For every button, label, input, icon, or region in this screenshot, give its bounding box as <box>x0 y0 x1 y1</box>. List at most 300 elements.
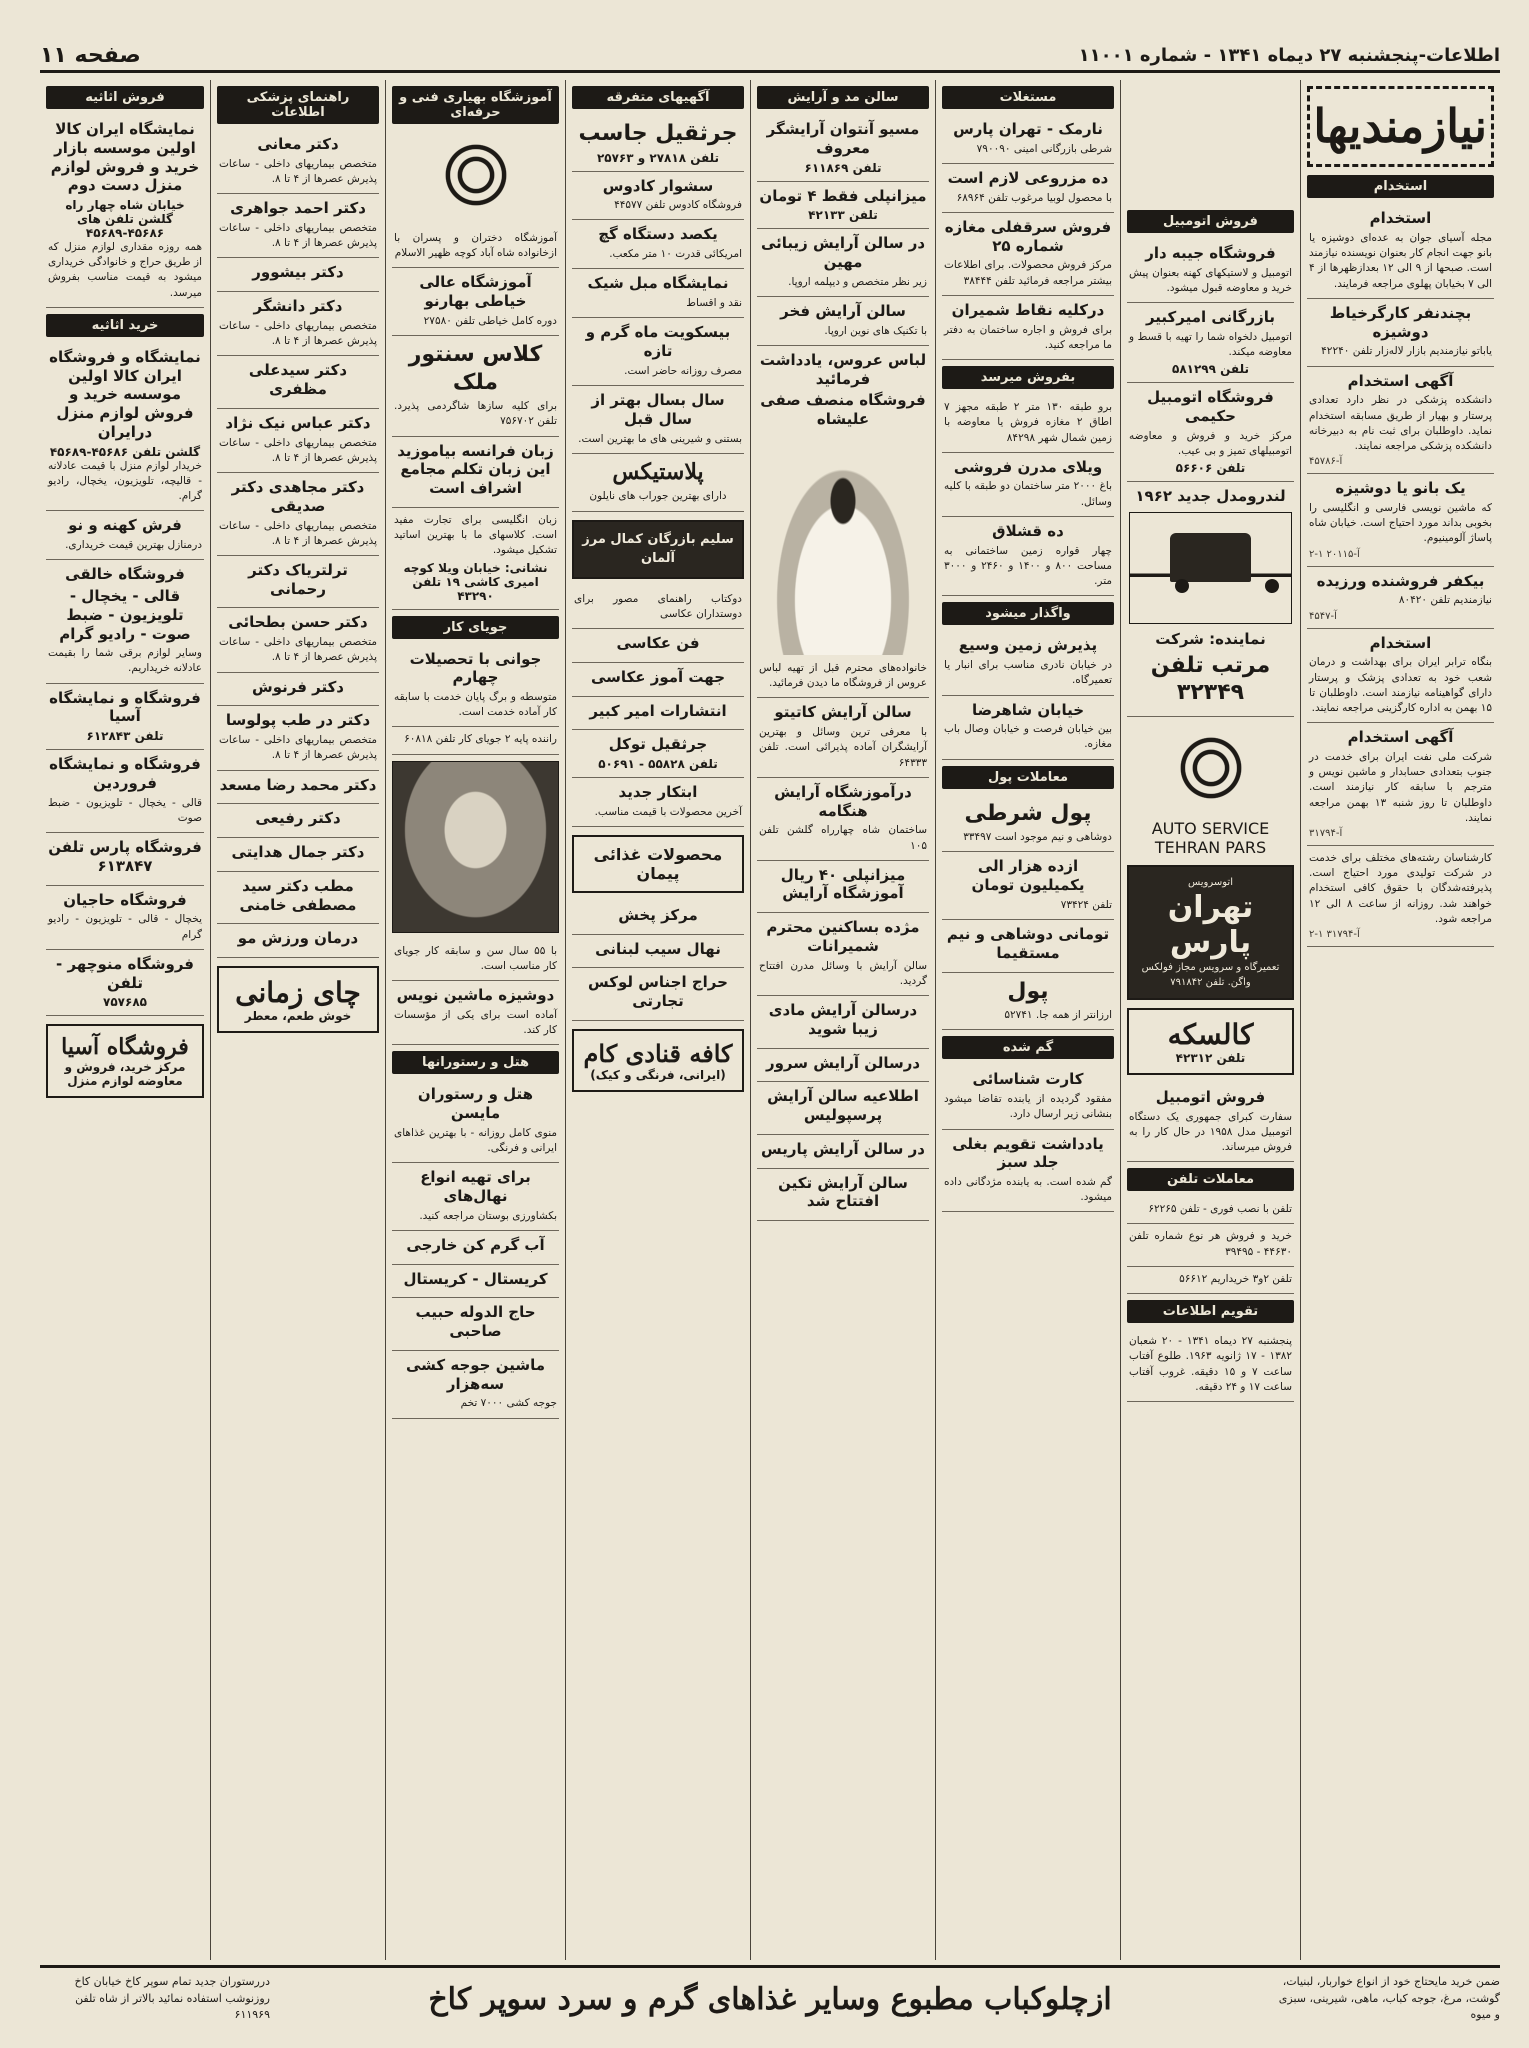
ad-hotel-2 <box>392 1163 559 1231</box>
ad-misc-3 <box>572 220 744 269</box>
ad-text: متخصص بیماریهای داخلی - ساعات پذیرش عصرها از ۴ تا ۸. <box>219 157 377 185</box>
box-text: (ایرانی، فرنگی و کیک) <box>590 1067 726 1082</box>
ad-title: کلاس سنتور ملک <box>408 342 543 395</box>
ad-phone: گلشن تلفن ۴۵۶۸۶-۴۵۶۸۹ <box>49 444 201 459</box>
box-title: تهران پارس <box>1167 889 1254 960</box>
ad-phone: تلفن ۵۵۸۲۸ - ۵۰۶۹۱ <box>598 757 718 771</box>
ad-text: باغ ۲۰۰۰ متر ساختمان دو طبقه با کلیه وسائل. <box>944 480 1113 508</box>
masthead-date: اطلاعات-پنجشنبه ۲۷ دیماه ۱۳۴۱ - شماره ۱۱۰۰۱ <box>1078 44 1500 66</box>
doctor-6 <box>217 409 379 473</box>
ad-title: یکصد دستگاه گچ <box>598 225 718 244</box>
ad-title: ده مزروعی لازم است <box>947 168 1109 187</box>
doctor-name: درمان ورزش مو <box>237 929 359 948</box>
section-realestate: مستغلات <box>942 86 1114 109</box>
ad-title: اطلاعیه سالن آرایش پرسپولیس <box>767 1087 919 1125</box>
box-title: فروشگاه آسیا <box>61 1034 189 1061</box>
ad-furn-5 <box>46 684 204 751</box>
ad-title: پلاستیکس <box>612 458 704 485</box>
column-1 <box>1300 80 1500 1960</box>
ad-title: فروشگاه و نمایشگاه آسیا <box>49 688 201 726</box>
ad-re-1 <box>942 115 1114 164</box>
ad-text: کارشناسان رشته‌های مختلف برای خدمت در شرکت تولیدی مورد احتیاج است. پذیرفته‌شدگان با حقوق کافی استخدام خواهند شد. روزانه از ساعت ۸ الی ۱۲ مراجعه شود. <box>1309 852 1492 925</box>
ad-hire-6 <box>1307 629 1494 724</box>
ad-hotel-6 <box>392 1351 559 1419</box>
doctor-name: دکتر در طب پولوسا <box>225 711 371 730</box>
ad-re-3 <box>942 213 1114 296</box>
box-title: کافه قنادی کام <box>583 1038 733 1068</box>
ad-text: وسایر لوازم برقی شما را بقیمت عادلانه خریداریم. <box>48 647 202 675</box>
ad-title: آموزشگاه عالی خیاطی بهارنو <box>419 273 532 311</box>
ad-rep: نماینده: شرکت <box>1155 630 1266 649</box>
ad-title: در سالن آرایش پاریس <box>760 1139 925 1158</box>
ad-text: متخصص بیماریهای داخلی - ساعات پذیرش عصرها از ۴ تا ۸. <box>219 519 377 547</box>
ad-title: انتشارات امیر کبیر <box>589 701 727 720</box>
ad-rep-phone: مرتب تلفن ۳۲۳۴۹ <box>1150 652 1271 706</box>
ad-text: مرکز فروش محصولات. برای اطلاعات بیشتر مراجعه فرمائید تلفن ۳۸۴۴۴ <box>944 259 1112 287</box>
ad-text: تلفن ۷۳۴۲۴ <box>1060 898 1112 911</box>
ad-title: آب گرم کن خارجی <box>406 1235 545 1254</box>
ad-title: سشوار کادوس <box>602 176 714 195</box>
ad-misc-7 <box>572 587 744 629</box>
ad-salon-13 <box>757 1135 929 1169</box>
ad-furn-8 <box>46 886 204 950</box>
ad-text: بکشاورزی بوستان مراجعه کنید. <box>419 1209 557 1222</box>
page-number: صفحه ۱۱ <box>40 42 141 68</box>
doctor-name: مطب دکتر سید مصطفی خامنی <box>239 876 357 914</box>
ad-title: زبان فرانسه بیاموزید این زبان تکلم مجامع اشراف است <box>397 441 554 498</box>
ad-land-rover <box>1127 482 1294 717</box>
ad-furn-3 <box>46 511 204 560</box>
doctor-1 <box>217 130 379 194</box>
footer-ad <box>40 1965 1500 2030</box>
ad-misc-2 <box>572 172 744 221</box>
ad-hire-7 <box>1307 723 1494 846</box>
ad-text: ساختمان شاه چهارراه گلشن تلفن ۱۰۵ <box>759 824 927 852</box>
doctor-13 <box>217 804 379 838</box>
ad-title: مرکز پخش <box>618 905 698 924</box>
ad-furn-7 <box>46 833 204 886</box>
ad-salon-10 <box>757 996 929 1049</box>
footer-left-text: دررستوران جدید تمام سوپر کاخ خیابان کاخ روزنوشب استفاده نمائید بالاتر از شاه تلفن ۶۱۱۹۶۹ <box>74 1975 270 2022</box>
ad-text: یاباتو نیازمندیم بازار لاله‌زار تلفن ۴۲۲۴۰ <box>1321 345 1492 358</box>
footer-right-text: ضمن خرید مایحتاج خود از انواع خواربار، لبنیات، گوشت، مرغ، جوجه کباب، ماهی، شیرینی، سبزی و میوه <box>1278 1975 1500 2022</box>
doctor-name: دکتر محمد رضا مسعد <box>219 775 377 794</box>
ad-re-10 <box>942 795 1114 853</box>
doctor-11 <box>217 706 379 770</box>
ad-zamani-tea <box>217 966 379 1033</box>
ad-title: فروشگاه منوچهر - تلفن <box>56 954 194 992</box>
doctor-name: دکتر عباس نیک نژاد <box>225 413 371 432</box>
ad-car-2 <box>1127 303 1294 383</box>
doctor-name: دکتر معانی <box>257 135 339 153</box>
ad-text: دوشاهی و نیم موجود است ۳۳۴۹۷ <box>963 831 1112 844</box>
ad-text: شرطی بازرگانی امینی ۷۹۰۰۹۰ <box>976 142 1112 155</box>
ad-re-11 <box>942 852 1114 920</box>
columns <box>40 80 1500 1960</box>
ad-title: فروش اتومبیل <box>1155 1087 1266 1106</box>
doctor-5 <box>217 356 379 409</box>
ad-title: آگهی استخدام <box>1347 728 1454 747</box>
ad-school-4 <box>392 437 559 508</box>
ad-misc-4 <box>572 269 744 318</box>
ad-title: نمایشگاه مبل شیک <box>587 274 729 293</box>
ad-title: لندرومدل جدید ۱۹۶۲ <box>1135 487 1286 506</box>
ad-code: آ-۳۱۷۹۴ <box>1309 828 1343 839</box>
ad-title: فرش کهنه و نو <box>68 516 182 535</box>
ad-title: ابتکار جدید <box>618 783 698 801</box>
ad-asia-box <box>46 1024 204 1098</box>
ad-phone-1 <box>1127 1197 1294 1224</box>
ad-title: تومانی دوشاهی و نیم مستقیما <box>946 925 1110 962</box>
ad-title: ازده هزار الی یکمیلیون تومان <box>971 857 1085 895</box>
ad-title: بیسکویت ماه گرم و تازه <box>585 323 731 361</box>
ad-plastics <box>572 454 744 512</box>
ad-school-5 <box>392 508 559 610</box>
ad-phone: تلفن ۵۸۱۲۹۹ <box>1172 362 1249 377</box>
ad-text: یخچال - قالی - تلویزیون - رادیو گرام <box>48 913 202 941</box>
section-money: معاملات پول <box>942 766 1114 789</box>
ad-car-3 <box>1127 383 1294 482</box>
ad-title: مسیو آنتوان آرایشگر معروف <box>766 120 920 157</box>
ad-title: ماشین جوجه کشی سه‌هزار <box>405 1355 546 1393</box>
ad-title: سالن آرایش تکین افتتاح شد <box>778 1173 908 1211</box>
doctor-2 <box>217 194 379 258</box>
ad-misc-13 <box>572 901 744 935</box>
ad-phone: تلفن ۵۶۶۰۶ <box>1175 461 1246 476</box>
ad-peyman <box>572 835 744 893</box>
ad-items: قالی - یخچال - تلویزیون - ضبط صوت - رادیو گرام <box>59 587 191 643</box>
ad-text: آماده است برای یکی از مؤسسات کار کند. <box>394 1008 557 1037</box>
ad-misc-1 <box>572 115 744 172</box>
ad-text: سفارت کبرای جمهوری یک دستگاه اتومبیل مدل ۱۹۵۸ در حال کار را به فروش میرساند. <box>1129 1110 1292 1153</box>
ad-title: درسالن آرایش مادی زیبا شوید <box>768 1001 918 1038</box>
ad-salon-6 <box>757 698 929 777</box>
ad-phone: تلفن ۲۷۸۱۸ و ۲۵۷۶۳ <box>596 150 720 165</box>
ad-title: فروشگاه جیبه دار <box>1145 244 1276 262</box>
ad-text: با ۵۵ سال سن و سابقه کار جویای کار مناسب است. <box>394 944 557 972</box>
section-beauty: سالن مد و آرایش <box>757 86 929 109</box>
ad-hire-4 <box>1307 474 1494 566</box>
ad-title: ده قشلاق <box>992 521 1064 540</box>
box-label: اتوسرویس <box>1188 876 1233 888</box>
section-hotels: هتل و رستورانها <box>392 1051 559 1074</box>
ad-phone: خیابان شاه چهار راه گلشن تلفن های ۴۵۶۸۶-۴۵۶۸۹ <box>65 198 185 240</box>
ad-text: خرید و فروش هر نوع شماره تلفن ۴۴۶۳۰ - ۳۹۴۹۵ <box>1129 1230 1292 1258</box>
ad-re-12 <box>942 920 1114 973</box>
section-for-sale: بفروش میرسد <box>942 366 1114 389</box>
column-2 <box>1120 80 1300 1960</box>
ad-re-13 <box>942 973 1114 1031</box>
ad-text: خریدار لوازم منزل با قیمت عادلانه - قالیچه، تلویزیون، یخچال، رادیو گرام. <box>48 459 202 503</box>
ad-title: جهت آموز عکاسی <box>590 667 726 686</box>
column-7 <box>210 80 385 1960</box>
ad-title: فروشگاه پارس تلفن ۶۱۳۸۴۷ <box>48 838 202 875</box>
ad-title: بازرگانی امیرکبیر <box>1145 308 1276 327</box>
ad-text: آموزشگاه دختران و پسران با ازخانواده شاه آباد کوچه ظهیر الاسلام <box>394 232 557 260</box>
doctor-16 <box>217 924 379 958</box>
ad-title: درسالن آرایش سرور <box>765 1053 921 1072</box>
ad-title: سالن آرایش کاتیتو <box>774 703 912 722</box>
doctor-7 <box>217 473 379 556</box>
ad-title: فروشگاه اتومبیل حکیمی <box>1147 388 1274 426</box>
ad-misc-9 <box>572 663 744 697</box>
ad-re-6 <box>942 453 1114 517</box>
ad-furn-9 <box>46 950 204 1017</box>
ad-text: پنجشنبه ۲۷ دیماه ۱۳۴۱ - ۲۰ شعبان ۱۳۸۲ - ۱۷ ژانویه ۱۹۶۳. طلوع آفتاب ساعت ۷ و ۱۵ دقیقه. غروب آفتاب ساعت ۱۷ و ۲۴ دقیقه. <box>1129 1335 1293 1393</box>
ad-text: دوکتاب راهنمای مصور برای دوستداران عکاسی <box>574 592 742 620</box>
ad-school-2 <box>392 268 559 336</box>
ad-title: نارمک - تهران پارس <box>953 120 1103 138</box>
ad-text: خانواده‌های محترم قبل از تهیه لباس عروس از فروشگاه ما دیدن فرمائید. <box>759 661 927 690</box>
ad-tehran-pars <box>1127 865 1294 1000</box>
section-phone-deals: معاملات تلفن <box>1127 1168 1294 1191</box>
ad-phone-3 <box>1127 1267 1294 1294</box>
ad-title: خیابان شاهرضا <box>971 700 1085 719</box>
ad-text: گم شده است. به یابنده مژدگانی داده میشود. <box>944 1176 1112 1204</box>
bride-photo <box>759 435 927 655</box>
ad-text: بنگاه ترابر ایران برای بهداشت و درمان شعب خود به تعدادی پزشک و پرستار دارای گواهینامه نیازمند است. داوطلبان تا ۱۵ بهمن به اداره کارگزینی مراجعه نمایند. <box>1309 656 1492 714</box>
ad-text: همه روزه مقداری لوازم منزل که از طریق حراج و خانوادگی خریداری میشود به قیمت مناسب بفروش میرسد. <box>48 241 202 299</box>
ad-phone: تلفن ۶۱۲۸۴۳ <box>86 729 164 744</box>
ad-salon-9 <box>757 913 929 996</box>
calendar-text <box>1127 1329 1294 1402</box>
ad-title: پول شرطی <box>964 800 1092 826</box>
masthead <box>40 40 1500 73</box>
ad-text: شرکت ملی نفت ایران برای خدمت در جنوب بتعدادی حسابدار و ماشین نویس و مترجم با سابقه کار نیازمند است. داوطلبان تا روز شنبه ۱۳ بهمن مراجعه نمایند. <box>1309 750 1492 824</box>
ad-phone: نشانی: خیابان ویلا کوچه امیری کاشی ۱۹ تلفن ۴۳۲۹۰ <box>403 560 548 603</box>
box-text: خوش طعم، معطر <box>244 1009 352 1024</box>
ad-text: چهار قواره زمین ساختمانی به مساحت ۸۰۰ و ۱۴۰۰ و ۲۴۶۰ و ۳۰۰۰ متر. <box>944 544 1112 588</box>
ad-furn-6 <box>46 750 204 833</box>
box-title: چای زمانی <box>235 976 361 1010</box>
ad-salon-7 <box>757 778 929 861</box>
column-3 <box>935 80 1120 1960</box>
ad-text: نیازمندیم تلفن ۸۰۴۲۰ <box>1398 594 1492 607</box>
ad-text: متوسطه و برگ پایان خدمت با سابقه کار آماده خدمت است. <box>394 691 557 719</box>
ad-text: سالن آرایش با وسائل مدرن افتتاح گردید. <box>759 959 927 987</box>
ad-title: جرثقیل توکل <box>608 735 708 754</box>
doctor-name: دکتر دانشگر <box>253 297 343 316</box>
ad-re-5 <box>942 395 1114 453</box>
doctor-name: دکتر حسن بطحائی <box>228 613 368 632</box>
section-furniture-buy: خرید اثاثیه <box>46 314 204 337</box>
ad-title: استخدام <box>1369 209 1432 228</box>
ad-title: حراج اجناس لوکس تجارتی <box>588 973 728 1011</box>
ad-re-15 <box>942 1130 1114 1213</box>
box-title: کالسکه <box>1167 1017 1254 1051</box>
ad-car-1 <box>1127 239 1294 303</box>
ad-salon-4 <box>757 297 929 346</box>
ad-text: بستنی و شیرینی های ما بهترین است. <box>578 432 742 445</box>
portrait-photo <box>392 761 559 933</box>
ad-misc-14 <box>572 935 744 969</box>
ad-title: درآموزشگاه آرایش هنگامه <box>774 782 912 820</box>
ad-code: ۲-۱ آ-۲۰۱۱۵ <box>1309 548 1360 560</box>
ad-title: فروشگاه حاجیان <box>63 890 187 909</box>
ad-salon-2 <box>757 182 929 230</box>
ad-code: آ-۴۵۷۸۶ <box>1309 456 1343 468</box>
ad-title: پول <box>1007 978 1049 1004</box>
ad-title: بچندنفر کارگرخیاط دوشیزه <box>1329 303 1472 341</box>
ad-phone-2 <box>1127 1224 1294 1266</box>
doctor-8 <box>217 556 379 609</box>
ad-text: برو طبقه ۱۳۰ متر ۲ طبقه مجهز ۷ اطاق ۲ مغازه فروش یا معاوضه با زمین شمال شهر ۸۴۲۹۸ <box>944 401 1112 444</box>
ad-text: تلفن ۲و۳ خریداریم ۵۶۶۱۲ <box>1179 1272 1292 1285</box>
section-schools: آموزشگاه بهیاری فنی و حرفه‌ای <box>392 86 559 124</box>
ad-text: با محصول لوبیا مرغوب تلفن ۶۸۹۶۴ <box>956 191 1112 204</box>
ad-title: میزانپلی فقط ۴ تومان <box>759 186 927 205</box>
ad-school-3 <box>392 336 559 436</box>
doctor-name: دکتر بیشوور <box>252 263 344 282</box>
ad-text: ارزانتر از همه جا. ۵۲۷۴۱ <box>1004 1009 1112 1022</box>
ad-text: برای فروش و اجاره ساختمان به دفتر ما مراجعه کنید. <box>944 323 1112 351</box>
ad-text: مصرف روزانه حاضر است. <box>624 364 742 377</box>
ad-text: آخرین محصولات با قیمت مناسب. <box>594 805 742 818</box>
ad-title: نهال سیب لبنانی <box>595 939 721 958</box>
ad-text: اتومبیل دلخواه شما را تهیه با قسط و معاوضه میکند. <box>1129 330 1292 359</box>
ad-bridal <box>757 346 929 698</box>
ad-subtitle: فروشگاه منصف صفی علیشاه <box>760 391 926 429</box>
ad-text: متخصص بیماریهای داخلی - ساعات پذیرش عصرها از ۴ تا ۸. <box>219 221 377 250</box>
ad-kam-cafe <box>572 1029 744 1092</box>
footer-main-text: ازچلوکباب مطبوع وسایر غذاهای گرم و سرد سوپر کاخ <box>428 1981 1112 2017</box>
box-text: مرکز خرید، فروش و معاوضه لوازم منزل <box>64 1060 186 1089</box>
ad-re-7 <box>942 517 1114 596</box>
ad-title: پذیرش زمین وسیع <box>958 636 1098 655</box>
ad-text: در خیابان نادری مناسب برای انبار یا تعمیرگاه. <box>944 659 1112 687</box>
ad-hire-3 <box>1307 367 1494 475</box>
ad-title: درکلیه نقاط شمیران <box>951 300 1105 319</box>
ad-title: سال بسال بهتر از سال قبل <box>591 391 725 428</box>
ad-text: متخصص بیماریهای داخلی - ساعات پذیرش عصرها از ۴ تا ۸. <box>219 436 377 464</box>
doctor-name: دکتر سیدعلی مظفری <box>248 361 348 399</box>
ad-code: ۲-۱ آ-۳۱۷۹۴ <box>1309 929 1360 941</box>
ad-text: متخصص بیماریهای داخلی - ساعات پذیرش عصرها از ۴ تا ۸. <box>219 636 377 664</box>
ad-text: دوره کامل خیاطی تلفن ۲۷۵۸۰ <box>423 314 557 327</box>
ad-hire-5 <box>1307 567 1494 629</box>
box-text: تعمیرگاه و سرویس مجاز فولکس واگن. تلفن ۷۹۱۸۴۲ <box>1141 961 1280 988</box>
ad-re-14 <box>942 1065 1114 1129</box>
section-hire: استخدام <box>1307 175 1494 198</box>
ad-title: برای تهیه انواع نهال‌های <box>420 1168 531 1205</box>
ad-phone: ۷۵۷۶۸۵ <box>103 995 147 1010</box>
school-emblem <box>416 130 536 220</box>
ad-furn-4 <box>46 560 204 683</box>
ad-car-5 <box>1127 1083 1294 1162</box>
column-8 <box>40 80 210 1960</box>
ad-text: راننده پایه ۲ جویای کار تلفن ۶۰۸۱۸ <box>404 733 557 746</box>
ad-text: مجله آسیای جوان به عده‌ای دوشیزه یا بانو جهت انجام کار بعنوان نویسنده نیازمند است. صبحها از ۹ الی ۱۲ بعدازظهرها از ۴ الی ۷ بخیابان پهلوی مراجعه فرمایند. <box>1309 231 1493 290</box>
doctor-14 <box>217 838 379 872</box>
section-misc: آگهیهای متفرقه <box>572 86 744 109</box>
ad-title: کریستال - کریستال <box>403 1269 548 1288</box>
ad-hotel-5 <box>392 1298 559 1351</box>
ad-text: با تکنیک های نوین اروپا. <box>824 324 927 337</box>
ad-text: زبان انگلیسی برای تجارت مفید است. کلاسهای ما با بهترین اساتید تشکیل میشود. <box>394 513 557 557</box>
ad-text: درمنازل بهترین قیمت خریداری. <box>65 539 202 552</box>
section-cars: فروش اتومبیل <box>1127 210 1294 233</box>
ad-text: تلفن با نصب فوری - تلفن ۶۲۲۶۵ <box>1148 1203 1292 1216</box>
ad-salon-1 <box>757 115 929 182</box>
ad-re-2 <box>942 164 1114 213</box>
ad-text: مرکز خرید و فروش و معاوضه اتومبیلهای تمیز و بی عیب. <box>1129 429 1292 458</box>
ad-text: امریکائی قدرت ۱۰ متر مکعب. <box>609 248 742 261</box>
ad-title: ویلای مدرن فروشی <box>953 457 1103 476</box>
ad-text: قالی - یخچال - تلویزیون - ضبط صوت <box>48 796 202 824</box>
section-calendar: تقویم اطلاعات <box>1127 1300 1294 1323</box>
ad-job-3 <box>392 939 559 981</box>
ad-title: استخدام <box>1369 633 1432 652</box>
ad-salon-8 <box>757 861 929 914</box>
ad-job-1 <box>392 645 559 728</box>
box-phone: تلفن ۴۲۳۱۲ <box>1175 1050 1246 1065</box>
ad-misc-15 <box>572 968 744 1021</box>
ad-misc-6 <box>572 386 744 454</box>
doctor-9 <box>217 608 379 672</box>
column-5 <box>565 80 750 1960</box>
ad-title: هتل و رستوران مایسن <box>417 1085 534 1123</box>
newspaper-page <box>40 40 1500 2030</box>
ad-title: دوشیزه ماشین نویس <box>396 986 555 1005</box>
ad-title: میزانپلی ۴۰ ریال آموزشگاه آرایش <box>780 865 906 903</box>
ad-text: زیر نظر متخصص و دیپلمه اروپا. <box>788 275 927 288</box>
doctor-3 <box>217 258 379 292</box>
ad-title: فروشگاه و نمایشگاه فروردین <box>49 755 201 792</box>
ad-re-8 <box>942 631 1114 695</box>
doctor-15 <box>217 872 379 925</box>
ad-misc-8 <box>572 629 744 663</box>
ad-title: نمایشگاه و فروشگاه ایران کالا اولین موسسه خرید و فروش لوازم منزل درایران <box>49 347 201 441</box>
ad-title: آگهی استخدام <box>1347 371 1454 390</box>
ad-hire-8 <box>1307 846 1494 947</box>
ad-title: جوانی با تحصیلات چهارم <box>409 649 542 687</box>
ad-re-4 <box>942 296 1114 360</box>
doctor-name: دکتر جمال هدایتی <box>231 843 365 862</box>
section-job-seekers: جویای کار <box>392 616 559 639</box>
ad-title: نمایشگاه ایران کالا اولین موسسه بازار خرید و فروش لوازم منزل دست دوم <box>50 120 200 195</box>
section-doctors: راهنمای پزشکی اطلاعات <box>217 86 379 124</box>
ad-title: لباس عروس، یادداشت فرمائید <box>759 350 927 388</box>
ad-title: در سالن آرایش زیبائی مهین <box>760 234 926 271</box>
ad-title: فروش سرقفلی مغازه شماره ۲۵ <box>944 217 1112 255</box>
ad-code: آ-۴۵۴۷ <box>1309 610 1337 622</box>
ad-salon-3 <box>757 229 929 297</box>
ad-market-box <box>572 520 744 579</box>
ad-salon-12 <box>757 1082 929 1135</box>
ad-text: دارای بهترین جوراب های نایلون <box>589 490 727 503</box>
ad-misc-10 <box>572 697 744 731</box>
doctor-name: ترلتریاک دکتر رحمانی <box>248 560 348 598</box>
ad-kaleske <box>1127 1008 1294 1075</box>
ad-salon-14 <box>757 1169 929 1222</box>
ad-text: متخصص بیماریهای داخلی - ساعات پذیرش عصرها از ۴ تا ۸. <box>219 734 377 762</box>
ad-phone: تلفن ۶۱۱۸۶۹ <box>804 160 882 175</box>
doctor-name: دکتر رفیعی <box>255 809 341 828</box>
doctor-10 <box>217 673 379 707</box>
ad-title: کارت شناسائی <box>972 1070 1084 1089</box>
ad-hotel-3 <box>392 1231 559 1265</box>
doctor-name: دکتر مجاهدی دکتر صدیقی <box>231 478 365 515</box>
box-title: محصولات غذائی پیمان <box>593 844 723 883</box>
ad-hotel-4 <box>392 1265 559 1299</box>
ad-text: مفقود گردیده از یابنده تقاضا میشود بنشانی زیر ارسال دارد. <box>944 1093 1112 1121</box>
doctor-name: دکتر احمد جواهری <box>230 199 366 218</box>
ad-text: برای کلیه سازها شاگردمی پذیرد. تلفن ۷۵۶۷۰۲ <box>394 400 557 428</box>
ad-school-1 <box>392 226 559 268</box>
ad-misc-12 <box>572 778 744 827</box>
ad-title: جرثقیل جاسب <box>578 121 738 146</box>
ad-furn-1 <box>46 115 204 308</box>
